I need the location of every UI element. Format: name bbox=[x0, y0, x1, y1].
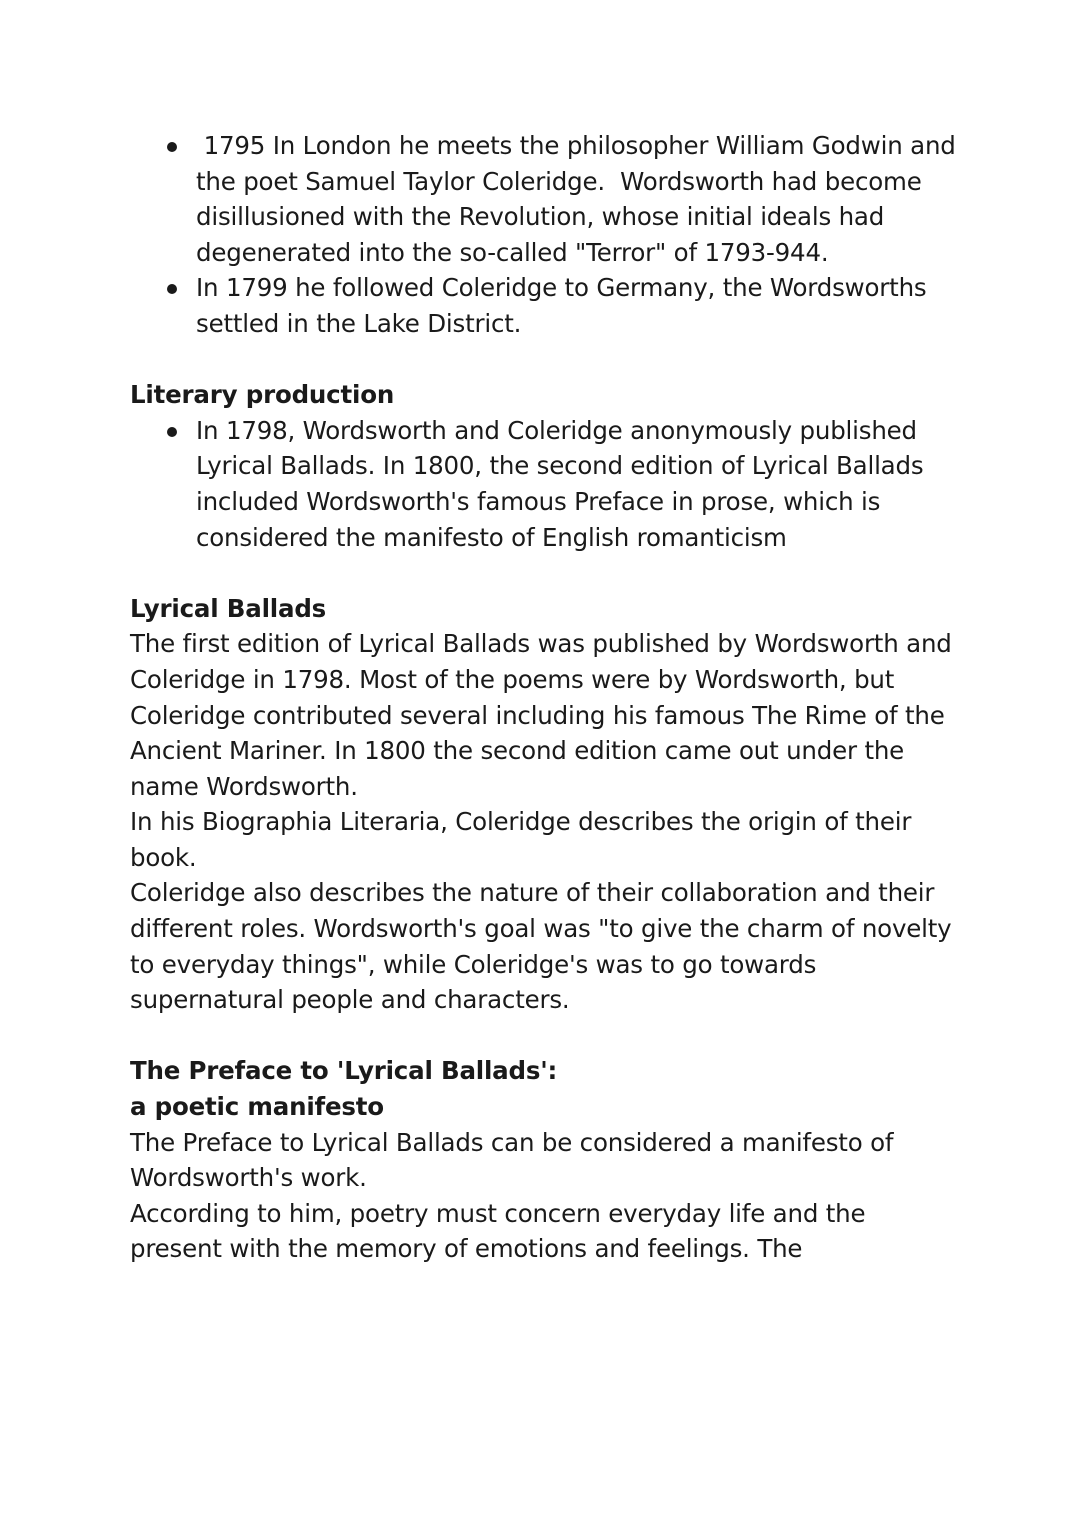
literary-production-list bbox=[130, 413, 960, 555]
bullet-icon bbox=[167, 284, 177, 294]
list-item-text: In 1798, Wordsworth and Coleridge anonymously published Lyrical Ballads. In 1800, the second edition of Lyrical Ballads included Wordsworth's famous Preface in prose, which is considered the manifesto of English romanticism bbox=[196, 415, 924, 552]
list-item-text: 1795 In London he meets the philosopher William Godwin and the poet Samuel Taylor Coleridge. Wordsworth had become disillusioned with the Revolution, whose initial ideals had degenerated into the so-called "Terror" of 1793-944. bbox=[196, 131, 964, 267]
spacer bbox=[130, 555, 960, 591]
preface-paragraph: According to him, poetry must concern everyday life and the present with the memory of emotions and feelings. The bbox=[130, 1198, 866, 1264]
lyrical-ballads-paragraph: Coleridge also describes the nature of their collaboration and their different roles. Wordsworth's goal was "to give the charm of novelty to everyday things", while Coleridge's was to go towards supernatural people and characters. bbox=[130, 878, 952, 1015]
lyrical-ballads-paragraph: The first edition of Lyrical Ballads was published by Wordsworth and Coleridge in 1798. Most of the poems were by Wordsworth, but Coleridge contributed several including his famous The Rime of the Ancient Mariner. In 1800 the second edition came out under the name Wordsworth. bbox=[130, 629, 952, 801]
lyrical-ballads-paragraph: In his Biographia Literaria, Coleridge describes the origin of their book. bbox=[130, 807, 912, 872]
preface-heading: The Preface to 'Lyrical Ballads': bbox=[130, 1056, 558, 1086]
preface-subheading: a poetic manifesto bbox=[130, 1092, 384, 1122]
bullet-icon bbox=[167, 427, 177, 437]
biography-list bbox=[130, 128, 964, 342]
bullet-icon bbox=[167, 142, 177, 152]
list-item bbox=[130, 413, 960, 555]
spacer bbox=[130, 1018, 960, 1054]
document-page bbox=[130, 128, 964, 1267]
list-item bbox=[130, 270, 960, 341]
literary-production-heading: Literary production bbox=[130, 380, 395, 410]
lyrical-ballads-heading: Lyrical Ballads bbox=[130, 593, 327, 623]
list-item bbox=[130, 128, 964, 270]
spacer bbox=[130, 342, 960, 378]
list-item-text: In 1799 he followed Coleridge to Germany, the Wordsworths settled in the Lake District. bbox=[196, 273, 927, 338]
preface-paragraph: The Preface to Lyrical Ballads can be considered a manifesto of Wordsworth's work. bbox=[130, 1127, 894, 1193]
